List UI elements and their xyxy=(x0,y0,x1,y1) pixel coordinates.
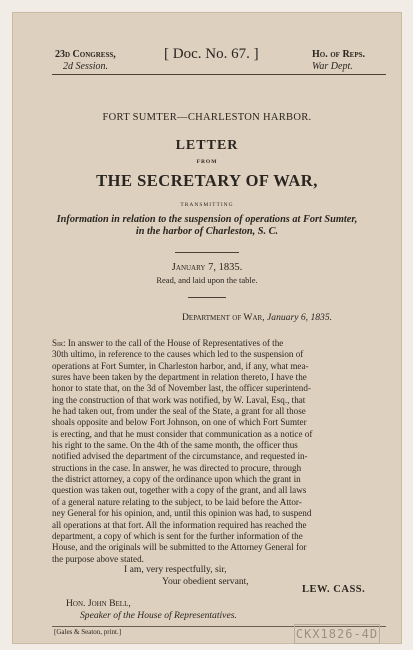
body-line: honor to state that, on the 3d of November last, the officer superintend- xyxy=(52,383,311,394)
date-read: January 7, 1835. xyxy=(171,262,243,273)
dateline-department: Department of War, xyxy=(182,312,268,323)
dateline-date: January 6, 1835. xyxy=(267,312,333,323)
catalog-stamp: CKX1826-4D xyxy=(294,624,380,644)
session-label: 2d Session. xyxy=(63,61,108,72)
house-header xyxy=(312,49,387,73)
document-page xyxy=(12,12,402,644)
info-line-2: in the harbor of Charleston, S. C. xyxy=(135,226,279,237)
body-line: ing the construction of that work was notified, by W. Laval, Esq., that xyxy=(52,394,306,405)
body-line: he had taken out, from under the seal of the State, a grant for all those xyxy=(52,406,306,417)
signature: LEW. CASS. xyxy=(302,584,366,595)
dept-label: War Dept. xyxy=(312,61,353,72)
secretary-heading: THE SECRETARY OF WAR, xyxy=(96,171,318,190)
dateline xyxy=(182,312,332,323)
info-line-1: Information in relation to the suspension of operations at Fort Sumter, xyxy=(56,214,358,225)
transmitting-label: TRANSMITTING xyxy=(180,202,234,208)
congress-label: 23d Congress, xyxy=(55,49,116,60)
from-label: FROM xyxy=(196,159,218,165)
body-line: operations at Fort Sumter, in Charleston harbor, and, if any, what mea- xyxy=(52,360,309,371)
body-line: shoals opposite and below Fort Johnson, on one of which Fort Sumter xyxy=(52,417,307,428)
addressee-name: Hon. John Bell, xyxy=(66,598,131,609)
closing-line-2: Your obedient servant, xyxy=(162,576,249,587)
header-rule xyxy=(52,74,386,75)
closing-line-1: I am, very respectfully, sir, xyxy=(124,564,227,575)
body-line: is erecting, and that he must consider that communication as a notice of xyxy=(52,428,313,439)
subject-heading: FORT SUMTER—CHARLESTON HARBOR. xyxy=(102,112,312,123)
letter-body xyxy=(52,338,386,565)
body-line: structions in the case. In answer, he was directed to procure, through xyxy=(52,462,302,473)
body-line: department, a copy of which is sent for the further information of the xyxy=(52,530,303,541)
body-line: the district attorney, a copy of the ordinance upon which the grant in xyxy=(52,474,301,485)
letter-heading: LETTER xyxy=(175,138,239,153)
date-rule xyxy=(188,297,226,298)
body-line: question was taken out, together with a copy of the grant, and all laws xyxy=(52,485,307,496)
body-line: sures have been taken by the department in relation thereto, I have the xyxy=(52,372,307,383)
body-line: of a general nature relating to the subject, to be laid before the Attor- xyxy=(52,496,302,507)
title-rule xyxy=(175,252,239,253)
body-line: 30th ultimo, in reference to the causes which led to the suspension of xyxy=(52,349,304,360)
house-label: Ho. of Reps. xyxy=(312,49,366,60)
addressee-title: Speaker of the House of Representatives. xyxy=(80,610,237,621)
session-header xyxy=(55,49,145,73)
body-line: ney General for his opinion, and, until this opinion was had, to suspend xyxy=(52,508,312,519)
printer-imprint: [Gales & Seaton, print.] xyxy=(54,628,122,636)
read-note: Read, and laid upon the table. xyxy=(156,275,258,285)
body-line: notified advised the department of the circumstance, and requested in- xyxy=(52,451,308,462)
salutation: Sir: xyxy=(52,338,66,348)
body-line: his right to the same. On the 4th of the same month, the officer thus xyxy=(52,440,298,451)
body-line: the purpose above stated. xyxy=(52,553,144,564)
body-line: all operations at that fort. All the information required has reached the xyxy=(52,519,307,530)
body-line: Sir: In answer to the call of the House of Representatives of the xyxy=(52,338,284,348)
doc-number: [ Doc. No. 67. ] xyxy=(164,46,259,62)
body-line: House, and the originals will be submitted to the Attorney General for xyxy=(52,542,307,553)
